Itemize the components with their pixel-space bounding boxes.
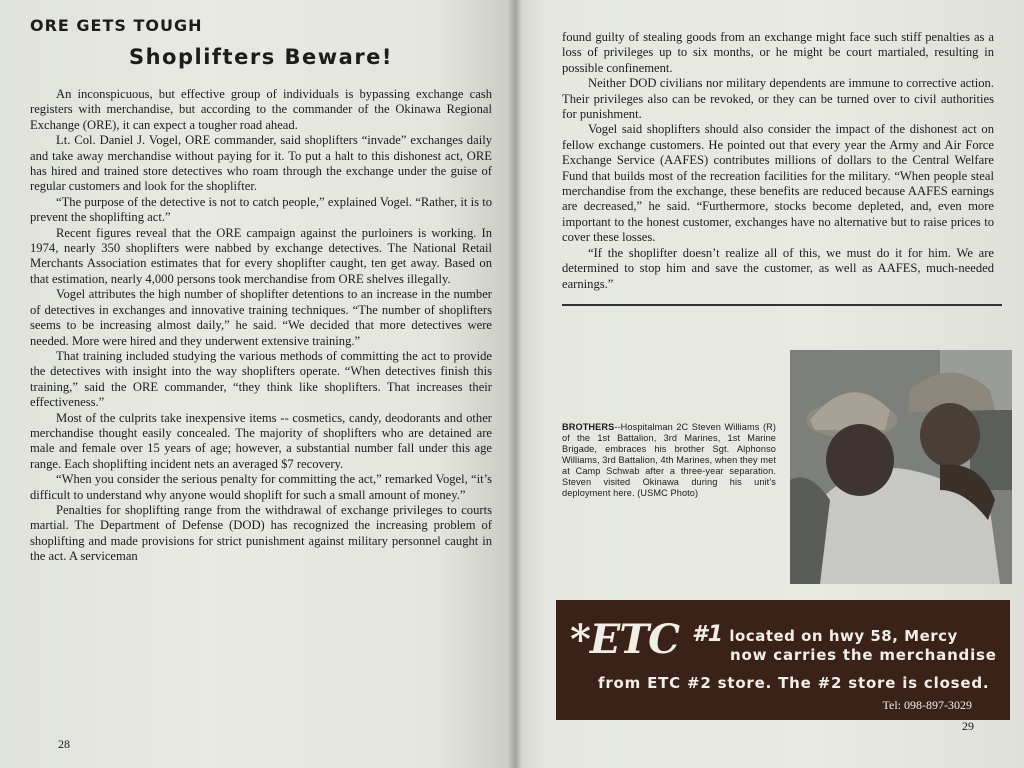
page-number-right: 29	[962, 719, 974, 733]
ad-store-number: #1	[692, 622, 724, 647]
paragraph: An inconspicuous, but effective group of individuals is bypassing exchange cash registers with merchandise, but according to the commander of the Okinawa Regional Exchange (ORE), it can expect a tougher road ahead.	[30, 87, 492, 132]
article-headline: Shoplifters Beware!	[128, 45, 393, 69]
paragraph: Vogel attributes the high number of shoplifter detentions to an increase in the number of detectives in exchanges and innovative training techniques. “The number of shoplifters seems to be increasing almost daily,” he said. “We decided that more detectives were needed. More were hired and they underwent extensive training.”	[30, 287, 492, 348]
right-page	[514, 0, 1024, 768]
paragraph: Vogel said shoplifters should also consider the impact of the dishonest act on fellow exchange customers. He pointed out that every year the Army and Air Force Exchange Service (AAFES) contributes millions of dollars to the Central Welfare Fund that builds most of the recreation facilities for the military. “When people steal merchandise from the exchange, these benefits are reduced because AAFES earnings are decreased,” he said. “Furthermore, stocks become depleted, and, even more important to the honest customer, exchanges have no alternative but to raise prices to cover these losses.	[562, 122, 994, 245]
etc-logo: *ETC	[570, 616, 680, 663]
photo-illustration	[790, 350, 1012, 584]
paragraph: found guilty of stealing goods from an exchange might face such stiff penalties as a loss of privileges up to six months, or he might be court martialed, resulting in possible confinement.	[562, 30, 994, 75]
paragraph: Penalties for shoplifting range from the withdrawal of exchange privileges to courts martial. The Department of Defense (DOD) has recognized the increasing problem of shoplifting and made provisions for strict punishment against military personnel caught in the act. A serviceman	[30, 502, 492, 564]
ad-line-1	[692, 622, 958, 647]
caption-body: --Hospitalman 2C Steven Williams (R) of the 1st Battalion, 3rd Marines, 1st Marine Brigade, embraces his brother Sgt. Alphonso Williams, 3rd Battalion, 4th Marines, when they met at Camp Schwab after a three-year separation. Steven visited Okinawa during his unit’s deployment here. (USMC Photo)	[562, 422, 776, 498]
caption-lead: BROTHERS	[562, 422, 615, 432]
left-column	[30, 87, 492, 565]
ad-line-3: from ETC #2 store. The #2 store is closed.	[598, 674, 990, 692]
divider-rule	[562, 304, 1002, 306]
paragraph: Recent figures reveal that the ORE campaign against the purloiners is working. In 1974, nearly 350 shoplifters were nabbed by exchange detectives. The National Retail Merchants Association estimates that for every shoplifter caught, ten get away. Based on that estimation, nearly 4,000 persons took merchandise from ORE shelves illegally.	[30, 225, 492, 286]
paragraph: Neither DOD civilians nor military dependents are immune to corrective action. Their privileges also can be revoked, or they can be turned over to civil authorities for punishment.	[562, 76, 994, 122]
photo-caption	[562, 422, 776, 499]
paragraph: “If the shoplifter doesn’t realize all of this, we must do it for him. We are determined to stop him and save the customer, as well as AAFES, much-needed earnings.”	[562, 245, 994, 291]
photo-brothers-embrace	[790, 350, 1012, 584]
paragraph: “When you consider the serious penalty for committing the act,” remarked Vogel, “it’s difficult to understand why anyone would shoplift for such a small amount of money.”	[30, 472, 492, 502]
right-column	[562, 30, 994, 292]
section-kicker: ORE GETS TOUGH	[30, 16, 203, 35]
photo-block	[562, 350, 1012, 586]
paragraph: That training included studying the various methods of committing the act to provide the detectives with insight into the way shoplifters operate. “When detectives finish this training,” said the ORE commander, “they think like shoplifters. That increases their effectiveness.”	[30, 348, 492, 410]
paragraph: Most of the culprits take inexpensive items -- cosmetics, candy, deodorants and other merchandise thought easily concealed. The majority of shoplifters who are detained are male and female over 15 years of age; however, a substantial number fall under this age range. Each shoplifting incident nets an averaged $7 recovery.	[30, 410, 492, 471]
paragraph: “The purpose of the detective is not to catch people,” explained Vogel. “Rather, it is to prevent the shoplifting act.”	[30, 194, 492, 225]
page-number-left: 28	[58, 737, 70, 751]
ad-location: located on hwy 58, Mercy	[729, 627, 958, 645]
etc-advertisement	[556, 600, 1010, 720]
ad-line-2: now carries the merchandise	[730, 646, 997, 664]
paragraph: Lt. Col. Daniel J. Vogel, ORE commander, said shoplifters “invade” exchanges daily and take away merchandise without paying for it. To put a halt to this dishonest act, ORE has hired and trained store detectives who roam through the exchange under the guise of regular customers and look for the shoplifter.	[30, 133, 492, 194]
ad-telephone: Tel: 098-897-3029	[882, 698, 972, 712]
